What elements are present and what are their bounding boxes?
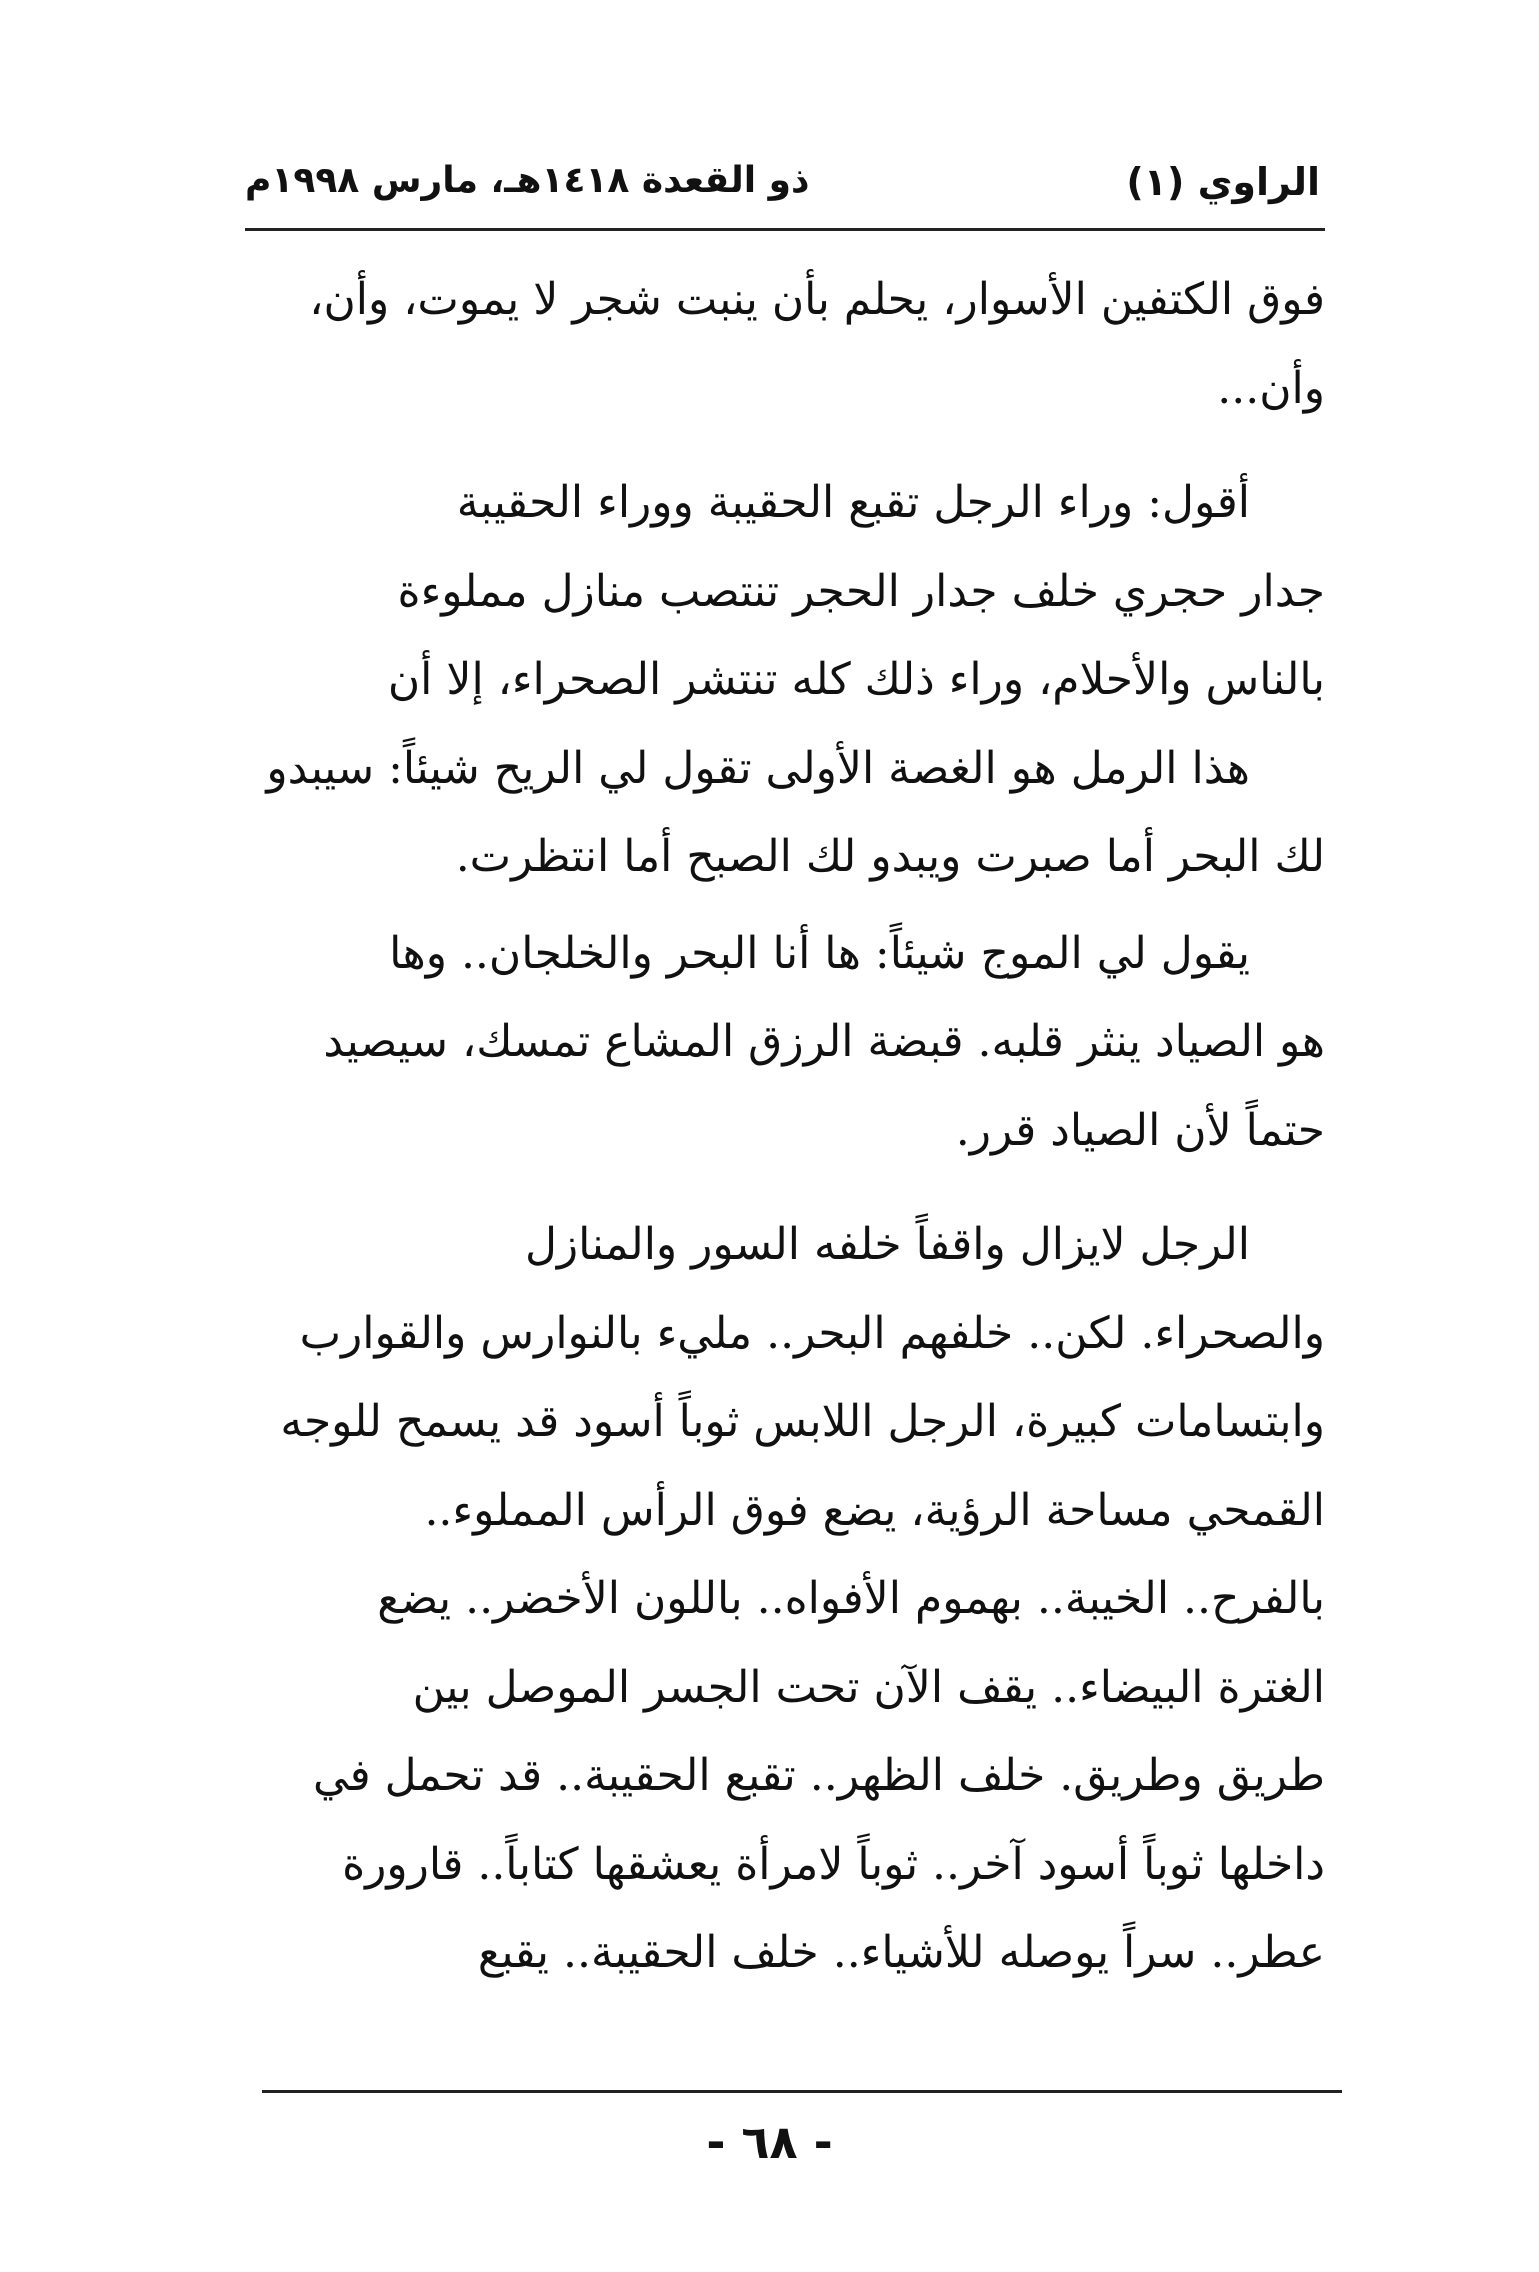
text-line: عطر.. سراً يوصله للأشياء.. خلف الحقيبة.. يقبع xyxy=(477,1927,1325,1978)
text-line: فوق الكتفين الأسوار، يحلم بأن ينبت شجر لا يموت، وأن، xyxy=(309,274,1325,325)
journal-title: الراوي (١) xyxy=(1126,160,1320,204)
text-line: بالفرح.. الخيبة.. بهموم الأفواه.. باللون الأخضر.. يضع xyxy=(377,1573,1325,1624)
text-line: وابتسامات كبيرة، الرجل اللابس ثوباً أسود قد يسمح للوجه xyxy=(280,1396,1325,1447)
issue-date: ذو القعدة ١٤١٨هـ، مارس ١٩٩٨م xyxy=(245,160,810,201)
text-line: أقول: وراء الرجل تقبع الحقيبة ووراء الحقيبة xyxy=(456,477,1250,528)
text-line: حتماً لأن الصياد قرر. xyxy=(955,1104,1325,1156)
text-line: داخلها ثوباً أسود آخر.. ثوباً لامرأة يعشقها كتاباً.. قارورة xyxy=(342,1838,1325,1890)
paragraph-gap xyxy=(260,1175,1325,1201)
text-line: طريق وطريق. خلف الظهر.. تقبع الحقيبة.. قد تحمل في xyxy=(312,1750,1325,1801)
page-number: - ٦٨ - xyxy=(706,2115,833,2169)
text-line: هذا الرمل هو الغصة الأولى تقول لي الريح شيئاً: سيبدو xyxy=(266,742,1250,794)
paragraph-gap xyxy=(260,902,1325,910)
text-line: لك البحر أما صبرت ويبدو لك الصبح أما انتظرت. xyxy=(455,831,1325,882)
text-line: الغترة البيضاء.. يقف الآن تحت الجسر الموصل بين xyxy=(412,1661,1325,1713)
header-divider xyxy=(245,228,1325,231)
article-body xyxy=(260,256,1325,1998)
text-line: القمحي مساحة الرؤية، يضع فوق الرأس المملوء.. xyxy=(424,1484,1325,1536)
text-line: والصحراء. لكن.. خلفهم البحر.. مليء بالنوارس والقوارب xyxy=(299,1307,1325,1359)
text-line: وأن... xyxy=(1217,362,1325,414)
text-line: بالناس والأحلام، وراء ذلك كله تنتشر الصحراء، إلا أن xyxy=(387,654,1325,705)
text-line: جدار حجري خلف جدار الحجر تنتصب منازل مملوءة xyxy=(397,565,1325,617)
text-line: الرجل لايزال واقفاً خلفه السور والمنازل xyxy=(524,1219,1250,1270)
running-header xyxy=(245,160,1320,230)
text-line: يقول لي الموج شيئاً: ها أنا البحر والخلجان.. وها xyxy=(389,927,1250,979)
footer-divider xyxy=(262,2090,1342,2093)
text-line: هو الصياد ينثر قلبه. قبضة الرزق المشاع تمسك، سيصيد xyxy=(323,1016,1325,1067)
paragraph-gap xyxy=(260,433,1325,459)
